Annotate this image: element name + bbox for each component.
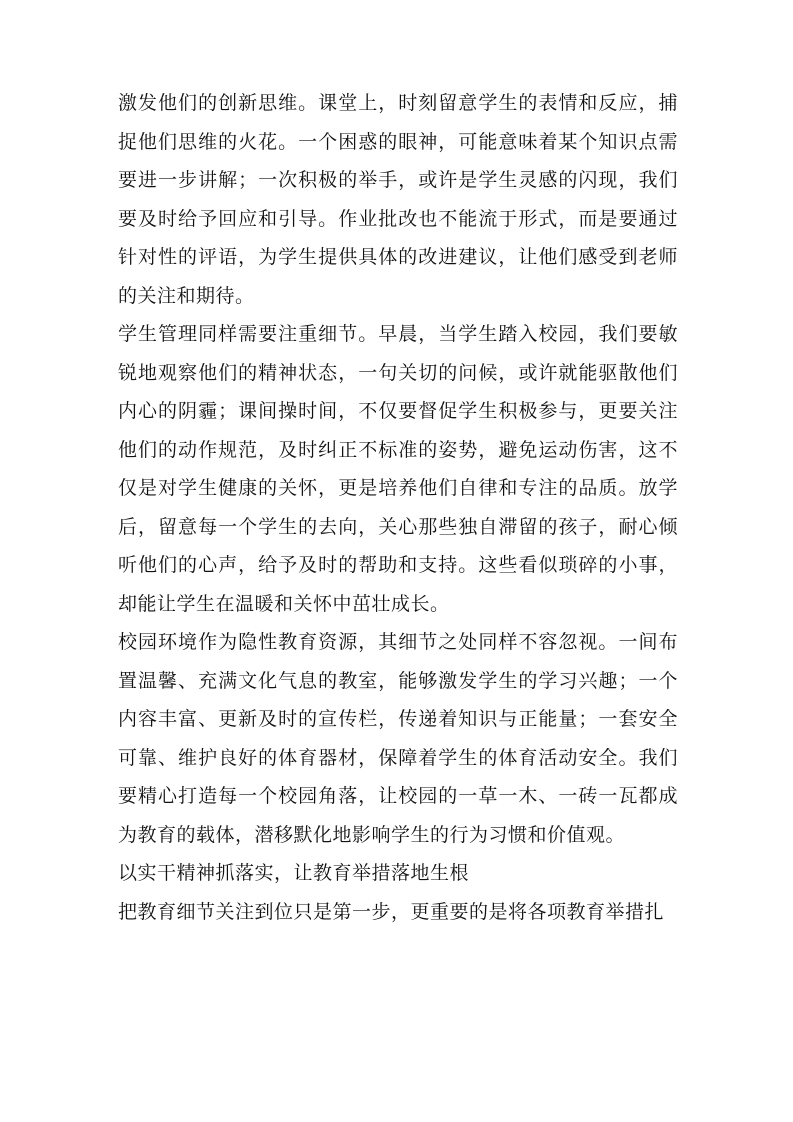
paragraph-teaching-details: 激发他们的创新思维。课堂上，时刻留意学生的表情和反应，捕捉他们思维的火花。一个困惑的眼神，可能意味着某个知识点需要进一步讲解；一次积极的举手，或许是学生灵感的闪现，我们要及时给予回应和引导。作业批改也不能流于形式，而是要通过针对性的评语，为学生提供具体的改进建议，让他们感受到老师的关注和期待。 [118,92,678,307]
paragraph-implementation: 把教育细节关注到位只是第一步，更重要的是将各项教育举措扎 [118,900,665,923]
paragraph-student-management: 学生管理同样需要注重细节。早晨，当学生踏入校园，我们要敏锐地观察他们的精神状态，一句关切的问候，或许就能驱散他们内心的阴霾；课间操时间，不仅要督促学生积极参与，更要关注他们的动作规范，及时纠正不标准的姿势，避免运动伤害，这不仅是对学生健康的关怀，更是培养他们自律和专注的品质。放学后，留意每一个学生的去向，关心那些独自滞留的孩子，耐心倾听他们的心声，给予及时的帮助和支持。这些看似琐碎的小事，却能让学生在温暖和关怀中茁壮成长。 [118,323,678,615]
section-heading: 以实干精神抓落实，让教育举措落地生根 [118,862,470,884]
paragraph-campus-environment: 校园环境作为隐性教育资源，其细节之处同样不容忽视。一间布置温馨、充满文化气息的教室，能够激发学生的学习兴趣；一个内容丰富、更新及时的宣传栏，传递着知识与正能量；一套安全可靠、维护良好的体育器材，保障着学生的体育活动安全。我们要精心打造每一个校园角落，让校园的一草一木、一砖一瓦都成为教育的载体，潜移默化地影响学生的行为习惯和价值观。 [118,631,678,846]
document-page [118,84,678,931]
